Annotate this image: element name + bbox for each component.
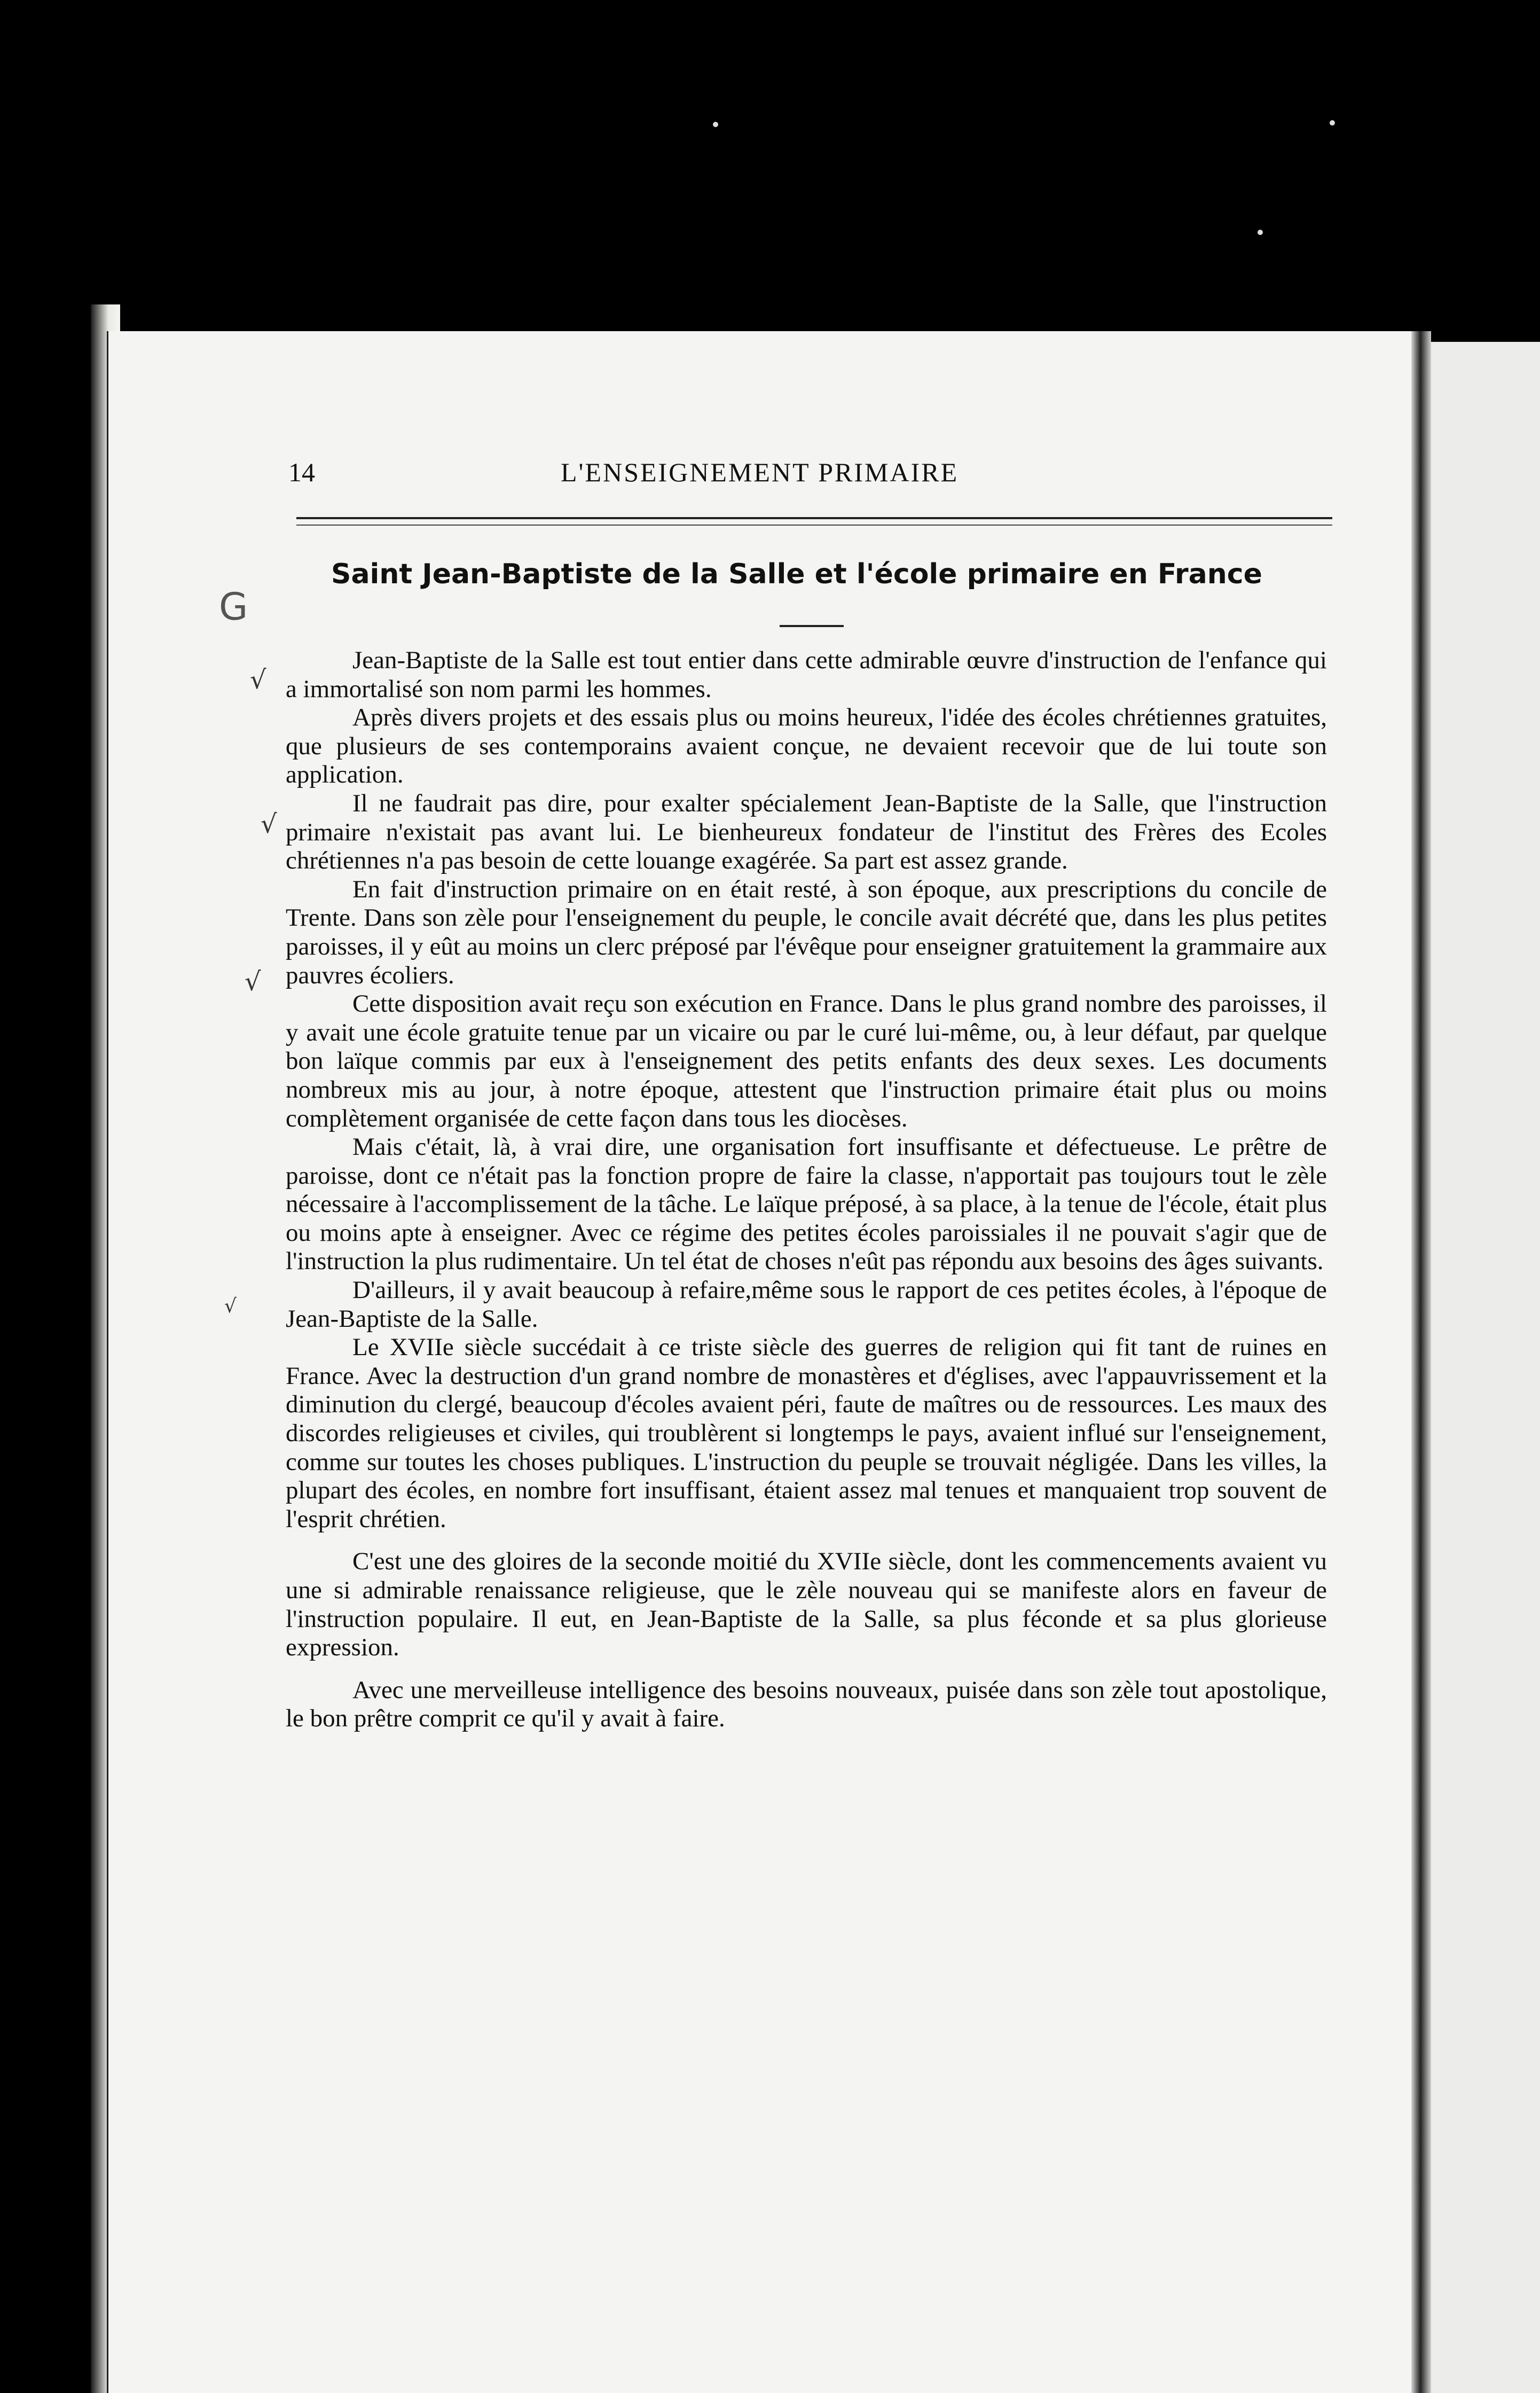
paragraph: Jean-Baptiste de la Salle est tout entier dans cette admirable œuvre d'instruction de l'enfance qui a immortalisé son nom parmi les hommes. xyxy=(286,646,1327,703)
paragraph: Cette disposition avait reçu son exécution en France. Dans le plus grand nombre des paroisses, il y avait une école gratuite tenue par un vicaire ou par le curé lui-même, ou, à leur défaut, par quelque bon laïque commis par eux à l'enseignement des petits enfants des deux sexes. Les documents nombreux mis au jour, à notre époque, attestent que l'instruction primaire était plus ou moins complètement organisée de cette façon dans tous les diocèses. xyxy=(286,990,1327,1132)
paragraph: Mais c'était, là, à vrai dire, une organisation fort insuffisante et défectueuse. Le prêtre de paroisse, dont ce n'était pas la fonction propre de faire la classe, n'apportait pas toujours tout le zèle nécessaire à l'accomplissement de la tâche. Le laïque préposé, à sa place, à la tenue de l'école, était plus ou moins apte à enseigner. Avec ce régime des petites écoles paroissiales il ne pouvait s'agir que de l'instruction la plus rudimentaire. Un tel état de choses n'eût pas répondu aux besoins des âges suivants. xyxy=(286,1133,1327,1276)
paragraph: Avec une merveilleuse intelligence des besoins nouveaux, puisée dans son zèle tout apostolique, le bon prêtre comprit ce qu'il y avait à faire. xyxy=(286,1676,1327,1733)
page-number: 14 xyxy=(288,457,315,487)
header-rule-thin xyxy=(296,525,1332,526)
paragraph: Après divers projets et des essais plus ou moins heureux, l'idée des écoles chrétiennes gratuites, que plusieurs de ses contemporains avaient conçue, ne devaient recevoir que de lui toute son application. xyxy=(286,703,1327,789)
article-body xyxy=(286,646,1327,1733)
margin-checkmark: √ xyxy=(250,665,266,695)
margin-checkmark: √ xyxy=(224,1295,237,1317)
article-title: Saint Jean-Baptiste de la Salle et l'école primaire en France xyxy=(331,558,1262,590)
facing-page-edge xyxy=(1431,342,1540,2393)
speck xyxy=(1330,120,1335,126)
paragraph: Le XVIIe siècle succédait à ce triste siècle des guerres de religion qui fit tant de ruines en France. Avec la destruction d'un grand nombre de monastères et d'églises, avec l'appauvrissement et la diminution du clergé, beaucoup d'écoles avaient péri, faute de maîtres ou de ressources. Les maux des discordes religieuses et civiles, qui troublèrent si longtemps le pays, avaient influé sur l'enseignement, comme sur toutes les choses publiques. L'instruction du peuple se trouvait négligée. Dans les villes, la plupart des écoles, en nombre fort insuffisant, étaient assez mal tenues et manquaient trop souvent de l'esprit chrétien. xyxy=(286,1333,1327,1533)
running-head: L'ENSEIGNEMENT PRIMAIRE xyxy=(561,457,959,487)
speck xyxy=(713,122,718,127)
speck xyxy=(1258,230,1263,235)
margin-annotation: G xyxy=(219,585,248,629)
paragraph: Il ne faudrait pas dire, pour exalter spécialement Jean-Baptiste de la Salle, que l'instruction primaire n'existait pas avant lui. Le bienheureux fondateur de l'institut des Frères des Ecoles chrétiennes n'a pas besoin de cette louange exagérée. Sa part est assez grande. xyxy=(286,789,1327,875)
paragraph: En fait d'instruction primaire on en était resté, à son époque, aux prescriptions du concile de Trente. Dans son zèle pour l'enseignement du peuple, le concile avait décrété que, dans les plus petites paroisses, il y eût au moins un clerc préposé par l'évêque pour enseigner gratuitement la grammaire aux pauvres écoliers. xyxy=(286,875,1327,989)
page-gutter xyxy=(1410,331,1431,2393)
header-rule xyxy=(296,517,1332,519)
margin-checkmark: √ xyxy=(261,809,277,839)
title-separator xyxy=(780,625,844,627)
paragraph: C'est une des gloires de la seconde moitié du XVIIe siècle, dont les commencements avaient vu une si admirable renaissance religieuse, que le zèle nouveau qui se manifeste alors en faveur de l'instruction populaire. Il eut, en Jean-Baptiste de la Salle, sa plus féconde et sa plus glorieuse expression. xyxy=(286,1547,1327,1662)
paragraph: D'ailleurs, il y avait beaucoup à refaire,même sous le rapport de ces petites écoles, à l'époque de Jean-Baptiste de la Salle. xyxy=(286,1276,1327,1333)
margin-checkmark: √ xyxy=(245,967,261,997)
